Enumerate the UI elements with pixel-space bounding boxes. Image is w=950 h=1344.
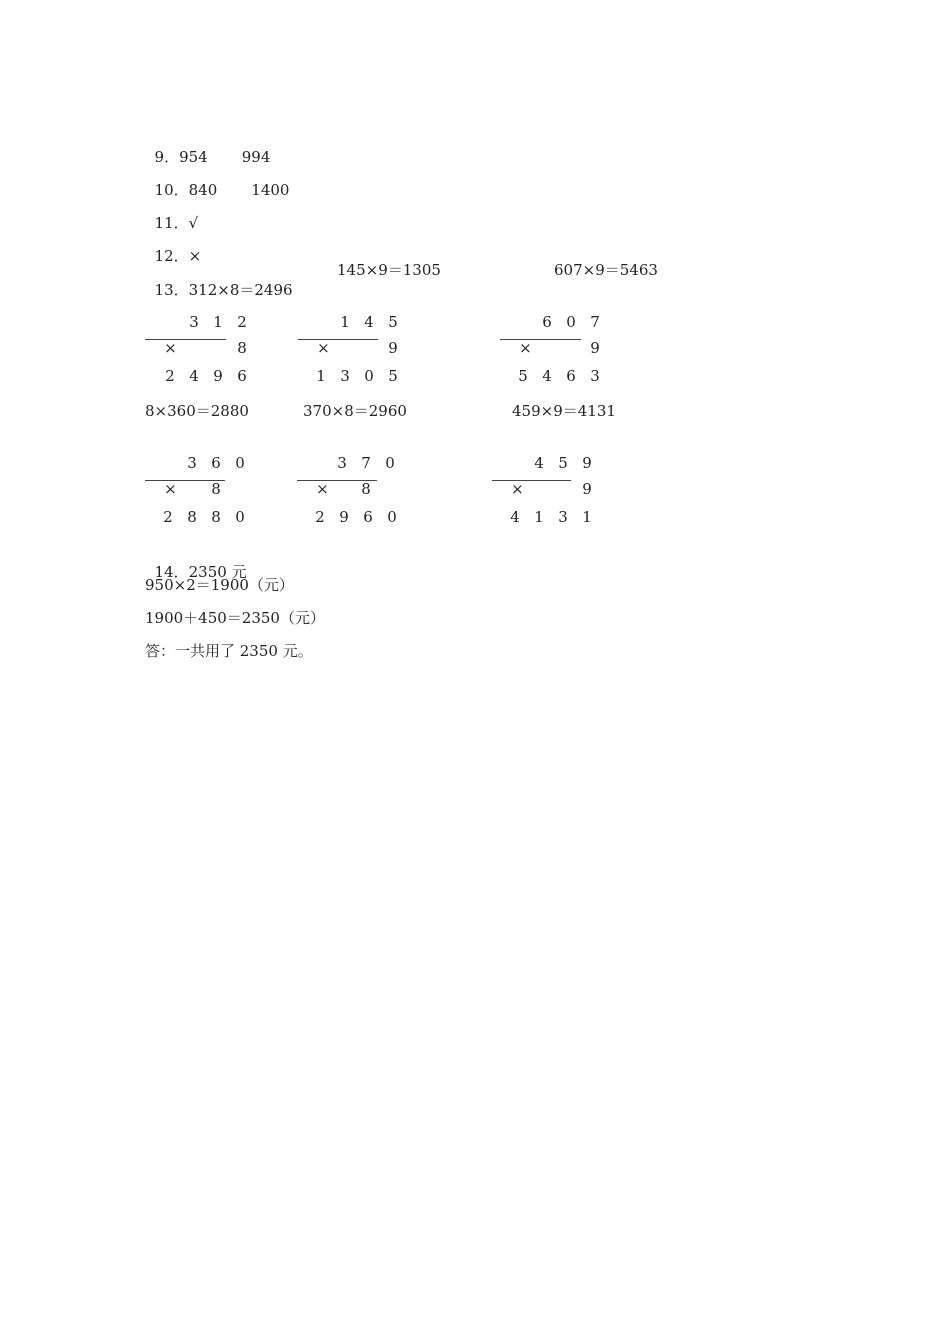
multiply-sign: × [164,480,177,498]
vertical-calculation: 3 1 2 × 8 2 4 9 6 [145,292,255,372]
divider-line [297,480,377,481]
multiply-sign: × [164,339,177,357]
answer-13-eq4: 8×360＝2880 [145,402,249,420]
answer-14-step1: 950×2＝1900（元） [145,576,294,594]
multiply-sign: × [519,339,532,357]
answer-13-eq2: 145×9＝1305 [337,261,441,279]
check-mark: √ [188,214,199,232]
question-number: 12． [154,247,189,265]
answer-value: 954 [179,148,208,166]
vertical-calculation: 3 6 0 × 8 2 8 8 0 [145,433,255,513]
answer-13-eq6: 459×9＝4131 [512,402,616,420]
answer-14-step2: 1900＋450＝2350（元） [145,609,325,627]
divider-line [492,480,571,481]
vertical-calculation: 1 4 5 × 9 1 3 0 5 [298,292,408,372]
equation: 312×8＝2496 [188,281,293,299]
answer-value: 994 [241,148,271,166]
answer-value: 2350 元 [188,563,247,581]
answer-value: 1400 [251,181,290,199]
question-number: 9． [154,148,180,166]
vertical-calculation: 6 0 7 × 9 5 4 6 3 [500,292,610,372]
cross-mark: × [188,247,202,265]
answer-13-eq3: 607×9＝5463 [554,261,658,279]
answer-13-eq5: 370×8＝2960 [303,402,407,420]
divider-line [145,480,225,481]
vertical-calculation: 4 5 9 × 9 4 1 3 1 [492,433,602,513]
multiply-sign: × [511,480,524,498]
answer-value: 840 [188,181,218,199]
question-number: 14． [154,563,189,581]
divider-line [298,339,378,340]
question-number: 13． [154,281,189,299]
multiply-sign: × [316,480,329,498]
question-number: 11． [154,214,189,232]
question-number: 10． [154,181,189,199]
divider-line [145,339,226,340]
divider-line [500,339,581,340]
multiply-sign: × [317,339,330,357]
answer-14-conclusion: 答：一共用了 2350 元。 [145,642,313,660]
vertical-calculation: 3 7 0 × 8 2 9 6 0 [297,433,407,513]
